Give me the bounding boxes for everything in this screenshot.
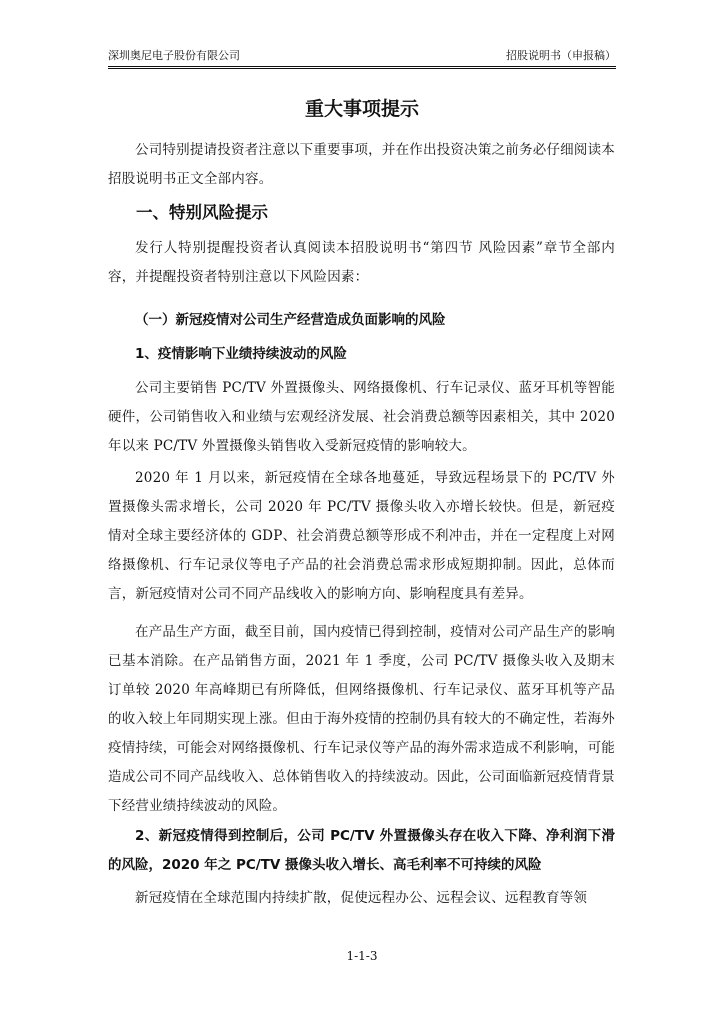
item1-paragraph: 公司主要销售 PC/TV 外置摄像头、网络摄像机、行车记录仪、蓝牙耳机等智能硬件，公司销售收入和业绩与宏观经济发展、社会消费总额等因素相关，其中 2020 年以来 PC/TV 外置摄像头销售收入受新冠疫情的影响较大。 bbox=[108, 380, 615, 454]
item1-paragraph-3-block bbox=[108, 618, 615, 821]
page-header bbox=[108, 49, 616, 63]
header-rule bbox=[108, 66, 616, 67]
intro-paragraph: 公司特别提请投资者注意以下重要事项，并在作出投资决策之前务必仔细阅读本招股说明书正文全部内容。 bbox=[108, 142, 615, 187]
item1-paragraph-2-block bbox=[108, 464, 615, 609]
item2-heading-block bbox=[108, 822, 615, 880]
header-company: 深圳奥尼电子股份有限公司 bbox=[108, 49, 240, 62]
section1-intro: 发行人特别提醒投资者认真阅读本招股说明书“第四节 风险因素”章节全部内容，并提醒投资者特别注意以下风险因素： bbox=[108, 240, 615, 285]
item1-heading: 1、疫情影响下业绩持续波动的风险 bbox=[135, 346, 347, 362]
subsection-heading: （一）新冠疫情对公司生产经营造成负面影响的风险 bbox=[135, 312, 446, 328]
subsection-heading-block bbox=[108, 306, 615, 335]
item1-paragraph: 2020 年 1 月以来，新冠疫情在全球各地蔓延，导致远程场景下的 PC/TV 外置摄像头需求增长，公司 2020 年 PC/TV 摄像头收入亦增长较快。但是，新冠疫情对全球主要经济体的 GDP、社会消费总额等形成不利冲击，并在一定程度上对网络摄像机、行车记录仪等电子产品的社会消费总需求形成短期抑制。因此，总体而言，新冠疫情对公司不同产品线收入的影响方向、影响程度具有差异。 bbox=[108, 470, 615, 602]
item1-paragraph: 在产品生产方面，截至目前，国内疫情已得到控制，疫情对公司产品生产的影响已基本消除。在产品销售方面，2021 年 1 季度，公司 PC/TV 摄像头收入及期末订单较 2020 年高峰期已有所降低，但网络摄像机、行车记录仪、蓝牙耳机等产品的收入较上年同期实现上涨。但由于海外疫情的控制仍具有较大的不确定性，若海外疫情持续，可能会对网络摄像机、行车记录仪等产品的海外需求造成不利影响，可能造成公司不同产品线收入、总体销售收入的持续波动。因此，公司面临新冠疫情背景下经营业绩持续波动的风险。 bbox=[108, 624, 615, 814]
item1-heading-block bbox=[108, 340, 615, 369]
section1-heading: 一、特别风险提示 bbox=[136, 203, 269, 222]
item2-paragraph: 新冠疫情在全球范围内持续扩散，促使远程办公、远程会议、远程教育等领 bbox=[135, 890, 588, 906]
section1-intro-block bbox=[108, 234, 615, 292]
item2-paragraph-block bbox=[108, 884, 615, 913]
page-number: 1-1-3 bbox=[346, 949, 378, 963]
intro-block bbox=[108, 136, 615, 194]
page-title: 重大事项提示 bbox=[304, 98, 419, 120]
header-rule-secondary bbox=[108, 68, 616, 69]
item2-heading: 2、新冠疫情得到控制后，公司 PC/TV 外置摄像头存在收入下降、净利润下滑的风险，2020 年之 PC/TV 摄像头收入增长、高毛利率不可持续的风险 bbox=[108, 828, 615, 873]
item1-paragraph-1-block bbox=[108, 374, 615, 461]
section1-heading-block bbox=[108, 200, 615, 226]
header-doc-type: 招股说明书（申报稿） bbox=[506, 49, 616, 62]
